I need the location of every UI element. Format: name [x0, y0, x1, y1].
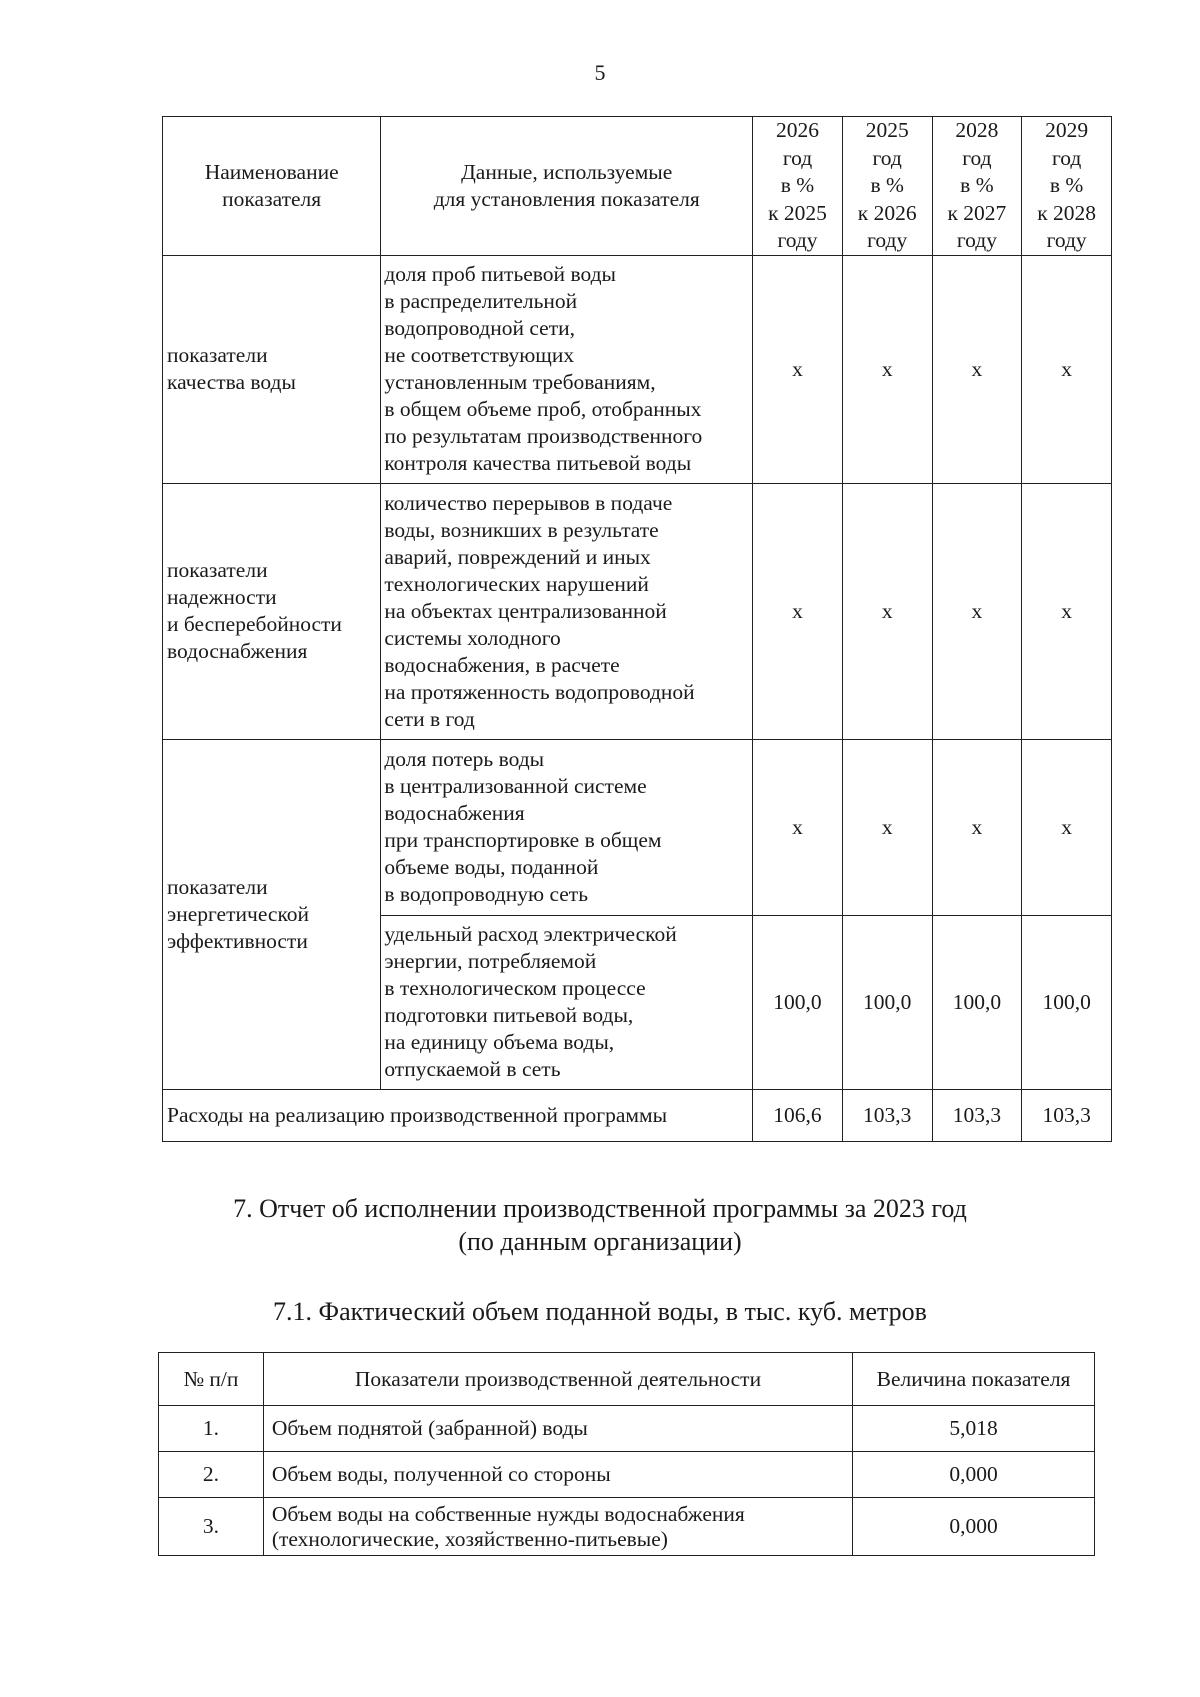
value-cell: x	[842, 483, 932, 739]
indicator-name-reliability: показатели надежности и бесперебойности водоснабжения	[163, 483, 381, 739]
indicator-name-water-quality: показатели качества воды	[163, 255, 381, 483]
value-cell: 100,0	[842, 915, 932, 1089]
value-cell: 5,018	[853, 1406, 1095, 1452]
value-cell: 100,0	[932, 915, 1022, 1089]
indicator-data-reliability: количество перерывов в подаче воды, возникших в результате аварий, повреждений и иных технологических нарушений на объектах централизованной системы холодного водоснабжения, в расчете на протяженность водопроводной сети в год	[381, 483, 753, 739]
page-number: 5	[594, 60, 606, 85]
indicator-cell: Объем воды, полученной со стороны	[263, 1452, 852, 1498]
header-year-2025: 2025 год в % к 2026 году	[842, 117, 932, 256]
header-row-number: № п/п	[159, 1353, 264, 1406]
value-cell: x	[842, 255, 932, 483]
value-cell: x	[932, 255, 1022, 483]
row-program-expenses	[163, 1089, 1112, 1141]
indicator-cell: Объем поднятой (забранной) воды	[263, 1406, 852, 1452]
indicator-name-energy-efficiency: показатели энергетической эффективности	[163, 739, 381, 1089]
header-indicator: Показатели производственной деятельности	[263, 1353, 852, 1406]
indicators-header-row	[163, 117, 1112, 256]
indicator-data-water-quality: доля проб питьевой воды в распределительной водопроводной сети, не соответствующих установленным требованиям, в общем объеме проб, отобранных по результатам производственного контроля качества питьевой воды	[381, 255, 753, 483]
table-row	[159, 1452, 1095, 1498]
header-year-2028: 2028 год в % к 2027 году	[932, 117, 1022, 256]
header-indicator-name: Наименование показателя	[163, 117, 381, 256]
value-cell: 103,3	[932, 1089, 1022, 1141]
row-number: 1.	[159, 1406, 264, 1452]
value-cell: x	[753, 739, 843, 915]
table-row	[159, 1406, 1095, 1452]
section-7-heading: 7. Отчет об исполнении производственной программы за 2023 год (по данным организации)	[233, 1194, 967, 1256]
value-cell: 100,0	[753, 915, 843, 1089]
header-year-2029: 2029 год в % к 2028 году	[1022, 117, 1112, 256]
header-year-2026: 2026 год в % к 2025 году	[753, 117, 843, 256]
row-water-losses	[163, 739, 1112, 915]
value-cell: x	[1022, 739, 1112, 915]
indicator-data-water-losses: доля потерь воды в централизованной системе водоснабжения при транспортировке в общем объеме воды, поданной в водопроводную сеть	[381, 739, 753, 915]
row-water-quality	[163, 255, 1112, 483]
value-cell: x	[932, 739, 1022, 915]
row-number: 2.	[159, 1452, 264, 1498]
value-cell: 0,000	[853, 1498, 1095, 1556]
value-cell: x	[1022, 255, 1112, 483]
value-cell: x	[932, 483, 1022, 739]
indicator-data-electricity-consumption: удельный расход электрической энергии, потребляемой в технологическом процессе подготовки питьевой воды, на единицу объема воды, отпускаемой в сеть	[381, 915, 753, 1089]
header-value: Величина показателя	[853, 1353, 1095, 1406]
table-row	[159, 1498, 1095, 1556]
value-cell: 103,3	[842, 1089, 932, 1141]
water-volume-header-row	[159, 1353, 1095, 1406]
row-reliability	[163, 483, 1112, 739]
header-data-used: Данные, используемые для установления показателя	[381, 117, 753, 256]
value-cell: 106,6	[753, 1089, 843, 1141]
row-number: 3.	[159, 1498, 264, 1556]
value-cell: 0,000	[853, 1452, 1095, 1498]
value-cell: x	[1022, 483, 1112, 739]
program-expenses-label: Расходы на реализацию производственной программы	[163, 1089, 753, 1141]
section-7-1-heading: 7.1. Фактический объем поданной воды, в тыс. куб. метров	[273, 1297, 927, 1326]
indicator-cell: Объем воды на собственные нужды водоснабжения (технологические, хозяйственно-питьевые)	[263, 1498, 852, 1556]
value-cell: 100,0	[1022, 915, 1112, 1089]
value-cell: x	[753, 483, 843, 739]
value-cell: 103,3	[1022, 1089, 1112, 1141]
value-cell: x	[753, 255, 843, 483]
water-volume-table	[158, 1352, 1095, 1556]
indicators-table	[162, 116, 1112, 1142]
value-cell: x	[842, 739, 932, 915]
